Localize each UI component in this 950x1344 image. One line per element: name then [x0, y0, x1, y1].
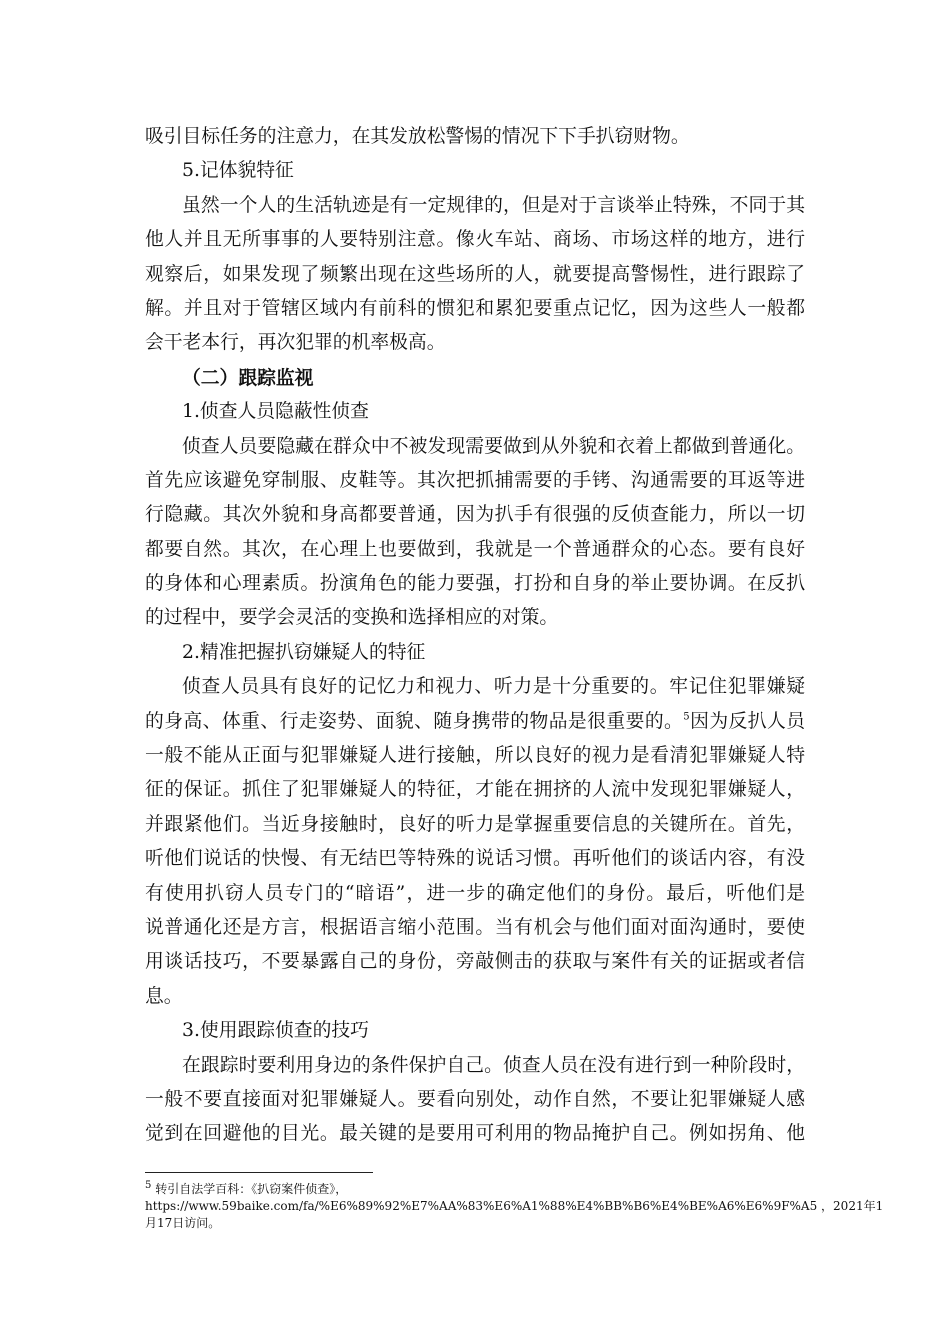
body-line-text: 一般不能从正面与犯罪嫌疑人进行接触，所以良好的视力是看清犯罪嫌疑人特 [145, 745, 805, 767]
body-line [145, 808, 805, 842]
body-line [145, 430, 805, 464]
body-line [145, 945, 805, 979]
footnote-separator [145, 1172, 373, 1173]
body-line-text: （二）跟踪监视 [182, 366, 314, 389]
body-line [145, 739, 805, 773]
body-line [145, 1117, 805, 1151]
body-line-text: 他人并且无所事事的人要特别注意。像火车站、商场、市场这样的地方，进行 [145, 229, 805, 251]
body-line-text: 息。 [145, 985, 183, 1007]
body-line [145, 911, 805, 945]
body-line [145, 636, 805, 670]
body-line [145, 601, 805, 635]
body-line-text: 解。并且对于管辖区域内有前科的惯犯和累犯要重点记忆，因为这些人一般都 [145, 297, 805, 319]
body-line-text: 吸引目标任务的注意力，在其发放松警惕的情况下下手扒窃财物。 [145, 126, 690, 147]
body-line-text: 观察后，如果发现了频繁出现在这些场所的人，就要提高警惕性，进行跟踪了 [145, 263, 805, 285]
body-line [145, 498, 805, 532]
section-heading [145, 361, 805, 395]
body-line-text: 并跟紧他们。当近身接触时，良好的听力是掌握重要信息的关键所在。首先， [145, 813, 805, 835]
body-line-text: 征的保证。抓住了犯罪嫌疑人的特征，才能在拥挤的人流中发现犯罪嫌疑人， [145, 779, 805, 801]
footnote-citation: 转引自法学百科：《扒窃案件侦查》， [155, 1182, 348, 1196]
body-line [145, 154, 805, 188]
body-line-text: 在跟踪时要利用身边的条件保护自己。侦查人员在没有进行到一种阶段时， [182, 1054, 805, 1076]
body-line-text: 虽然一个人的生活轨迹是有一定规律的，但是对于言谈举止特殊，不同于其 [182, 194, 805, 216]
body-line [145, 980, 805, 1014]
body-line-text: 1.侦查人员隐蔽性侦查 [182, 401, 369, 423]
body-line-text: 都要自然。其次，在心理上也要做到，我就是一个普通群众的心态。要有良好 [145, 538, 805, 560]
body-line-text: 说普通化还是方言，根据语言缩小范围。当有机会与他们面对面沟通时，要使 [145, 916, 805, 938]
body-line [145, 189, 805, 223]
body-line [145, 877, 805, 911]
body-line-text: 3.使用跟踪侦查的技巧 [182, 1020, 369, 1042]
footnote-marker: 5 [145, 1180, 152, 1191]
body-line-text: 2.精准把握扒窃嫌疑人的特征 [182, 641, 426, 663]
body-line [145, 842, 805, 876]
body-line [145, 292, 805, 326]
body-line-text: 听他们说话的快慢、有无结巴等特殊的说话习惯。再听他们的谈话内容，有没 [145, 848, 805, 870]
body-line [145, 1049, 805, 1083]
body-line-text: 侦查人员要隐藏在群众中不被发现需要做到从外貌和衣着上都做到普通化。 [182, 435, 805, 457]
body-line-text: 的过程中，要学会灵活的变换和选择相应的对策。 [145, 607, 559, 629]
body-line-text: 的身体和心理素质。扮演角色的能力要强，打扮和自身的举止要协调。在反扒 [145, 573, 805, 595]
footnote [145, 1180, 884, 1232]
body-line [145, 1083, 805, 1117]
body-line-text: 行隐藏。其次外貌和身高都要普通，因为扒手有很强的反侦查能力，所以一切 [145, 504, 805, 526]
footnote-line-1 [145, 1181, 807, 1198]
body-line-text: 5.记体貌特征 [182, 160, 294, 182]
body-line [145, 464, 805, 498]
footnote-reference: 5 [683, 711, 690, 723]
body-line [145, 670, 805, 704]
body-line [145, 1014, 805, 1048]
body-line [145, 258, 805, 292]
footnote-url: https://www.59baike.com/fa/%E6%89%92%E7%AA%83%E6%A1%88%E4%BB%B6%E4%BE%A6%E6%9F%A5 ，2021年1 [145, 1199, 884, 1213]
body-text [145, 120, 805, 1152]
body-line [145, 773, 805, 807]
body-line [145, 705, 805, 739]
body-line [145, 533, 805, 567]
body-line-text: 用谈话技巧，不要暴露自己的身份，旁敲侧击的获取与案件有关的证据或者信 [145, 951, 805, 973]
body-line-text: 会干老本行，再次犯罪的机率极高。 [145, 332, 446, 354]
body-line [145, 120, 805, 154]
body-line [145, 567, 805, 601]
body-line-text: 一般不要直接面对犯罪嫌疑人。要看向别处，动作自然，不要让犯罪嫌疑人感 [145, 1088, 805, 1110]
body-line-text: 的身高、体重、行走姿势、面貌、随身携带的物品是很重要的。 [145, 710, 684, 732]
body-line-text: 觉到在回避他的目光。最关键的是要用可利用的物品掩护自己。例如拐角、他 [145, 1123, 805, 1145]
body-line-text: 因为反扒人员 [689, 710, 806, 732]
body-line [145, 326, 805, 360]
body-line-text: 侦查人员具有良好的记忆力和视力、听力是十分重要的。牢记住犯罪嫌疑 [182, 676, 805, 698]
body-line [145, 395, 805, 429]
body-line-text: 有使用扒窃人员专门的“暗语”，进一步的确定他们的身份。最后，听他们是 [145, 882, 805, 904]
body-line [145, 223, 805, 257]
body-line-text: 首先应该避免穿制服、皮鞋等。其次把抓捕需要的手铐、沟通需要的耳返等进 [145, 469, 805, 491]
footnote-access-date: 月17日访问。 [145, 1216, 221, 1230]
